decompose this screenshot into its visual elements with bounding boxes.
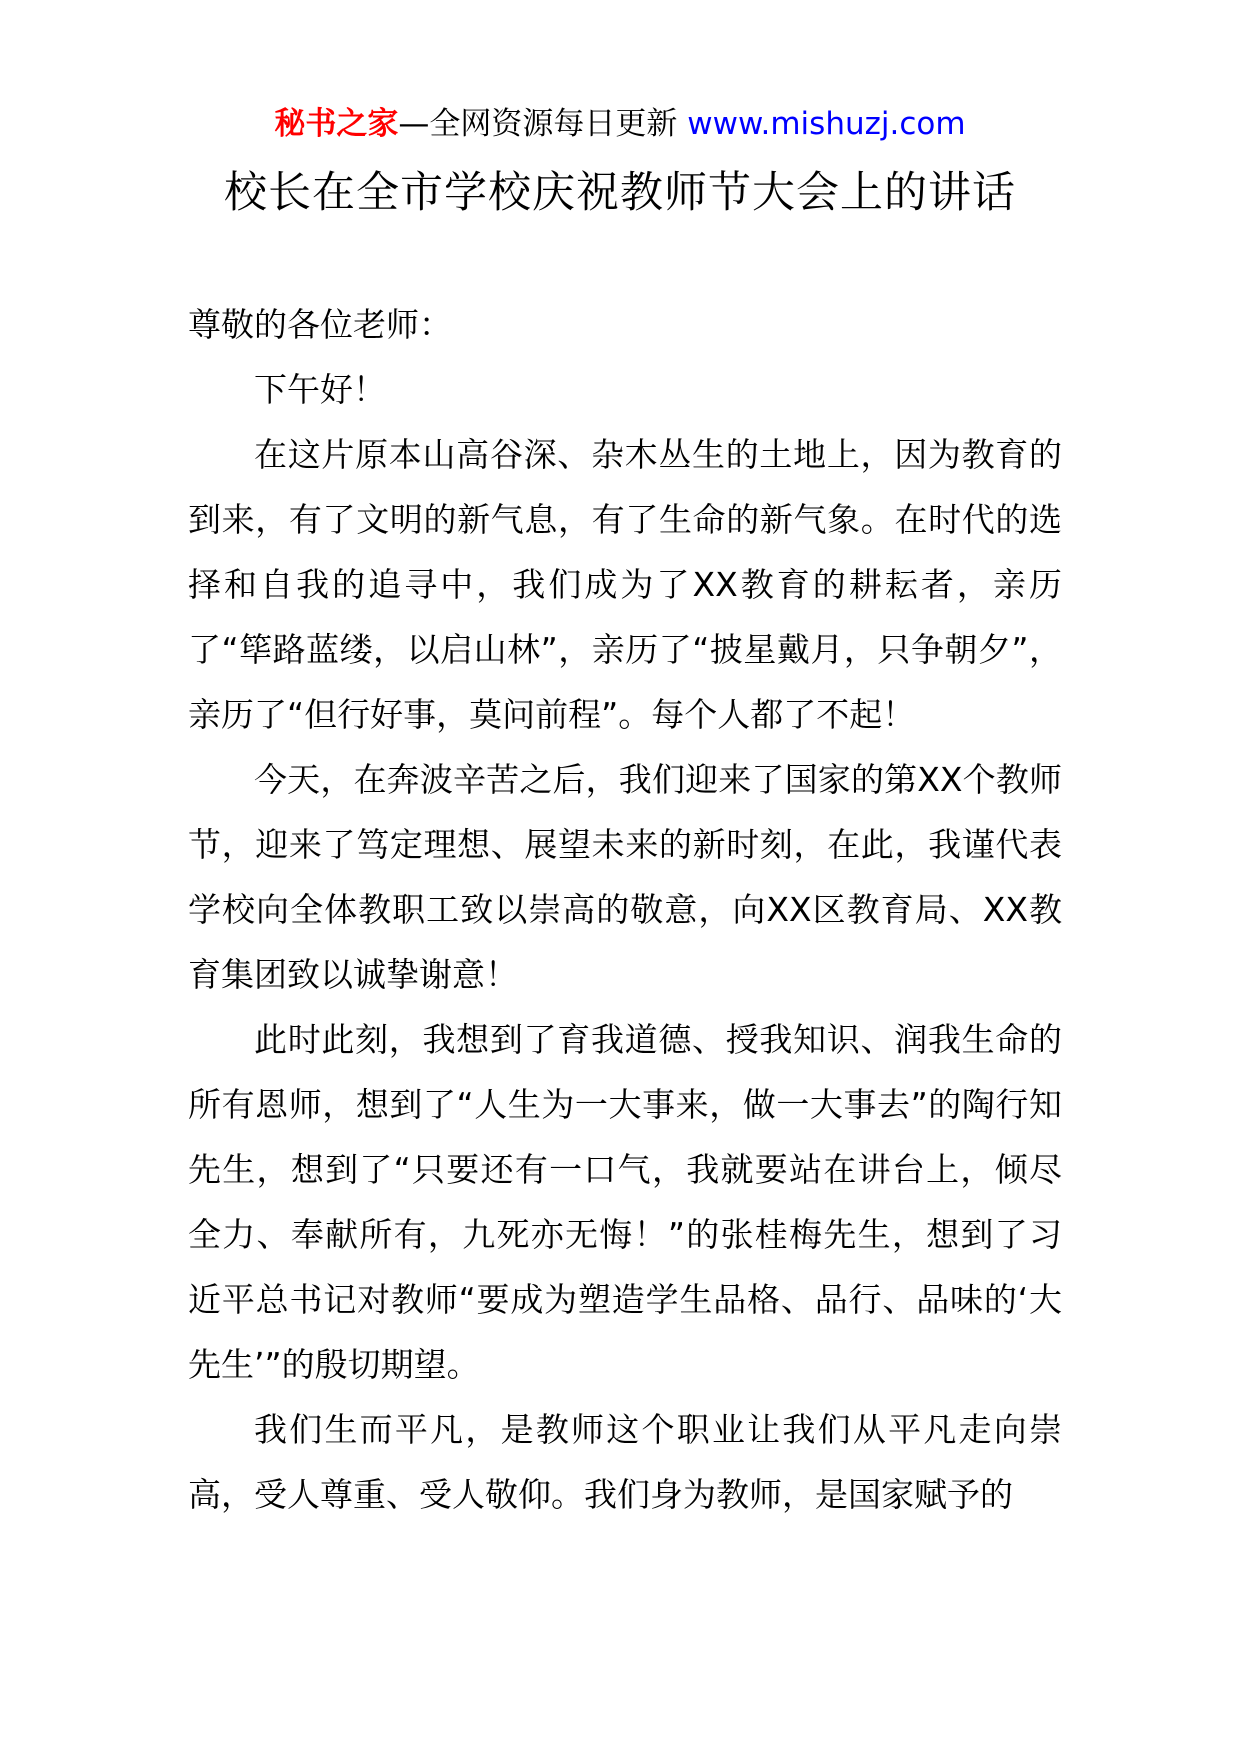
- paragraph: 今天，在奔波辛苦之后，我们迎来了国家的第XX个教师节，迎来了笃定理想、展望未来的新时刻，在此，我谨代表学校向全体教职工致以崇高的敬意，向XX区教育局、XX教育集团致以诚挚谢意！: [188, 760, 1062, 994]
- document-body: [188, 292, 1062, 1527]
- site-url-link[interactable]: www.mishuzj.com: [687, 106, 966, 142]
- site-tagline: —全网资源每日更新: [398, 106, 688, 142]
- paragraph: 此时此刻，我想到了育我道德、授我知识、润我生命的所有恩师，想到了“人生为一大事来，做一大事去”的陶行知先生，想到了“只要还有一口气，我就要站在讲台上，倾尽全力、奉献所有，九死亦无悔！”的张桂梅先生，想到了习近平总书记对教师“要成为塑造学生品格、品行、品味的‘大先生’”的殷切期望。: [188, 1020, 1062, 1384]
- paragraph: 我们生而平凡，是教师这个职业让我们从平凡走向崇高，受人尊重、受人敬仰。我们身为教师，是国家赋予的: [188, 1410, 1062, 1514]
- paragraph-greeting: 下午好！: [254, 370, 386, 409]
- paragraph: 在这片原本山高谷深、杂木丛生的土地上，因为教育的到来，有了文明的新气息，有了生命的新气象。在时代的选择和自我的追寻中，我们成为了XX教育的耕耘者，亲历了“筚路蓝缕，以启山林”，亲历了“披星戴月，只争朝夕”，亲历了“但行好事，莫问前程”。每个人都了不起！: [188, 435, 1062, 734]
- site-name: 秘书之家: [274, 106, 399, 142]
- site-header: [0, 96, 1240, 152]
- salutation: 尊敬的各位老师：: [188, 305, 452, 344]
- document-title: 校长在全市学校庆祝教师节大会上的讲话: [224, 168, 1016, 218]
